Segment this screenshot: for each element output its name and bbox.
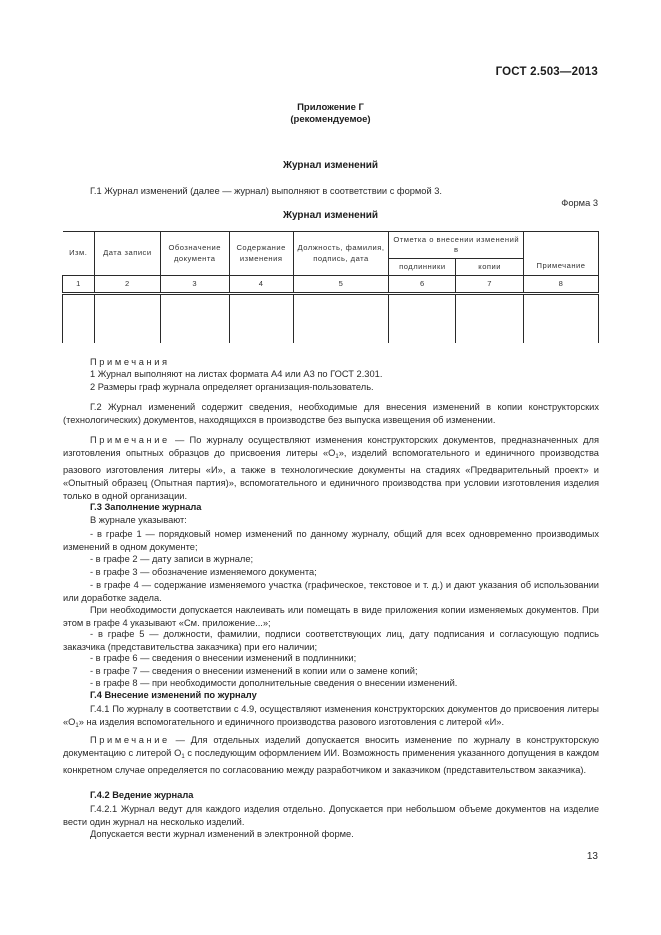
paragraph-g42-electronic: Допускается вести журнал изменений в электронной форме.	[90, 829, 354, 839]
g3-item-3: - в графе 3 — обозначение изменяемого документа;	[90, 567, 317, 577]
heading-g42: Г.4.2 Ведение журнала	[90, 790, 194, 800]
col-header-date: Дата записи	[94, 232, 160, 276]
col-header-note: Примечание	[524, 232, 599, 276]
g3-item-6: - в графе 5 — должности, фамилии, подписи соответствующих лиц, дату подписания и согласующую подпись заказчика (представительства заказчика) при его наличии;	[63, 629, 599, 652]
table-cell	[160, 294, 229, 344]
g3-item-4: - в графе 4 — содержание изменяемого участка (графическое, текстовое и т. д.) и дают указания об использовании или доработке задела.	[63, 580, 599, 603]
note-label: Примечание	[90, 735, 170, 745]
paragraph-g2: Г.2 Журнал изменений содержит сведения, необходимые для внесения изменений в копии конструкторских (технологических) документов, находящихся в производстве без выпуска извещения об изменении.	[63, 402, 599, 425]
col-header-izm: Изм.	[63, 232, 95, 276]
col-number: 5	[293, 276, 389, 294]
heading-g4: Г.4 Внесение изменений по журналу	[90, 690, 257, 700]
heading-g3: Г.3 Заполнение журнала	[90, 502, 202, 512]
col-header-position: Должность, фамилия, подпись, дата	[293, 232, 389, 276]
col-header-originals: подлинники	[389, 259, 456, 276]
col-header-content: Содержание изменения	[229, 232, 293, 276]
col-number: 1	[63, 276, 95, 294]
note-item-2: 2 Размеры граф журнала определяет организация-пользователь.	[90, 382, 374, 392]
col-number: 7	[456, 276, 524, 294]
g3-intro: В журнале указывают:	[90, 515, 187, 525]
table-cell	[94, 294, 160, 344]
table-cell	[293, 294, 389, 344]
appendix-subtitle: (рекомендуемое)	[290, 114, 371, 125]
table-title: Журнал изменений	[282, 210, 379, 221]
g3-item-7: - в графе 6 — сведения о внесении изменений в подлинники;	[90, 653, 357, 663]
col-header-change-mark: Отметка о внесении изменений в	[389, 232, 524, 259]
g3-item-9: - в графе 8 — при необходимости дополнительные сведения о внесении изменений.	[90, 678, 458, 688]
note-label: Примечание	[90, 435, 170, 445]
form-label: Форма 3	[561, 198, 598, 208]
paragraph-g421: Г.4.2.1 Журнал ведут для каждого изделия отдельно. Допускается при небольшом объеме документов на изделие вести один журнал на несколько изделий.	[63, 804, 599, 827]
col-number: 8	[524, 276, 599, 294]
table-cell	[389, 294, 456, 344]
change-log-table	[62, 231, 599, 343]
table-cell	[456, 294, 524, 344]
paragraph-g4-note: Примечание — Для отдельных изделий допускается вносить изменение по журналу в конструкторскую документацию с литерой $О_1$ с последующим оформлением ИИ. Возможность применения указанного допущения в каждом конкретном случае определяется по согласованию между разработчиком и заказчиком (представительством заказчика).	[63, 735, 600, 775]
table-row	[63, 294, 599, 344]
table-cell	[63, 294, 95, 344]
col-header-designation: Обозначение документа	[160, 232, 229, 276]
col-number: 2	[94, 276, 160, 294]
col-header-copies: копии	[456, 259, 524, 276]
table-cell	[524, 294, 599, 344]
paragraph-g1: Г.1 Журнал изменений (далее — журнал) выполняют в соответствии с формой 3.	[90, 186, 443, 196]
g3-item-2: - в графе 2 — дату записи в журнале;	[90, 554, 254, 564]
g3-item-5: При необходимости допускается наклеивать или помещать в виде приложения копии изменяемых документов. При этом в графе 4 указывают «См. приложение...»;	[63, 605, 599, 628]
appendix-title: Приложение Г	[297, 102, 364, 113]
col-number: 6	[389, 276, 456, 294]
g3-item-8: - в графе 7 — сведения о внесении изменений в копии или о замене копий;	[90, 666, 418, 676]
paragraph-g41: Г.4.1 По журналу в соответствии с 4.9, осуществляют изменения конструкторских документов до присвоения литеры «$О_1$» на изделия вспомогательного и единичного производства разового изготовления с литерой «И».	[63, 704, 599, 729]
table-cell	[229, 294, 293, 344]
document-standard-header: ГОСТ 2.503—2013	[495, 66, 598, 78]
paragraph-g2-note: Примечание — По журналу осуществляют изменения конструкторских документов, предназначенных для изготовления опытных образцов до присвоения литеры «$О_1$», изделий вспомогательного и единичного производства разового изготовления литеры «И», а также в технологические документы на стадиях «Предварительный проект» и «Опытный образец (Опытная партия)», вспомогательного и единичного производства при условии изготовления изделия только в одной организации.	[63, 435, 599, 501]
col-number: 3	[160, 276, 229, 294]
section-title: Журнал изменений	[282, 160, 379, 171]
col-number: 4	[229, 276, 293, 294]
g3-item-1: - в графе 1 — порядковый номер изменений по данному журналу, общий для всех одновременно производимых изменений в одном документе;	[63, 529, 599, 552]
note-item-1: 1 Журнал выполняют на листах формата А4 или А3 по ГОСТ 2.301.	[90, 369, 383, 379]
page-number: 13	[586, 851, 598, 862]
notes-title: Примечания	[90, 357, 170, 367]
